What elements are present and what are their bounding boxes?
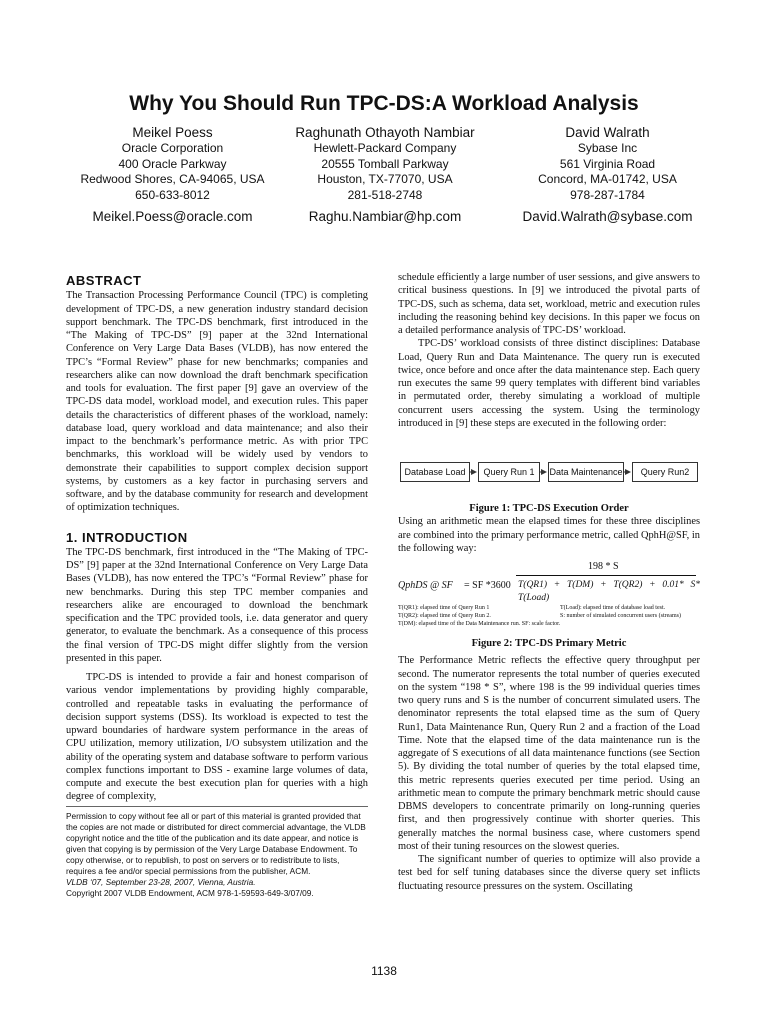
introduction-heading: 1. INTRODUCTION	[66, 529, 188, 545]
left-column	[66, 270, 368, 804]
flow-step-data-maintenance: Data Maintenance	[548, 462, 624, 482]
author-phone: 978-287-1784	[570, 187, 645, 202]
paper-title: Why You Should Run TPC-DS:A Workload Analysis	[129, 92, 639, 115]
body-paragraph: The Performance Metric reflects the effective query throughput per second. The numerator represents the total number of queries executed on the system “198 * S”, where 198 is the 99 individual queries times two query runs and S is the number of concurrent simulated users. The denominator represents the total elapsed time as the sum of Query Run1, Data Maintenance Run, Query Run 2 and a fraction of the Load Time. Note that the elapsed time of the data maintenance run is the aggregate of S executions of all data maintenance functions (see Section 5). By dividing the total number of queries by the total elapsed time, this metric represents queries executed per time period. Using an arithmetic mean to compute the primary benchmark metric should cause DBMS developers to concentrate primarily on long-running queries first, and then progressively continue with shorter queries. This generally matches the normal business case, where customers spend most of their tuning resources on the slowest queries.	[398, 655, 700, 852]
page-number: 1138	[371, 964, 397, 978]
formula-numerator: 198 * S	[588, 561, 619, 572]
legend-tqr1: T(QR1): elapsed time of Query Run 1	[398, 605, 490, 611]
conference-line: VLDB ‘07, September 23-28, 2007, Vienna, Austria.	[66, 877, 256, 887]
author-affiliation: Hewlett-Packard Company	[313, 141, 457, 155]
legend-tdm-sf: T(DM): elapsed time of the Data Maintenance run. SF: scale factor.	[398, 621, 561, 627]
author-address: 400 Oracle Parkway	[118, 156, 227, 171]
abstract-text: The Transaction Processing Performance Council (TPC) is completing development of TPC-DS, a new generation industry standard decision support benchmark. The TPC-DS benchmark, first introduced in the “The Making of TPC-DS” [9] paper at the 32nd International Conference on Very Large Data Bases (VLDB), has now entered the TPC’s “Formal Review” phase for new benchmarks; companies and researchers alike can now download the draft benchmark specification and tools for evaluation. The first paper [9] gave an overview of the TPC-DS data model, workload model, and execution rules. This paper details the characteristics of different phases of the workload, namely: database load, query workload and data maintenance; and also their impact to the benchmark’s performance metric. As with prior TPC benchmarks, this workload will be widely used by vendors to demonstrate their capabilities to support complex decision support systems, by customers as a key factor in purchasing servers and software, and by the database community for research and development of optimization techniques.	[66, 290, 368, 514]
flow-step-query-run-1: Query Run 1	[478, 462, 540, 482]
intro-paragraph-1: The TPC-DS benchmark, first introduced in the “The Making of TPC-DS” [9] paper at the 32nd International Conference on Very Large Data Bases (VLDB), has now entered the TPC’s “Formal Review” phase for new benchmarks. During this step TPC member companies and researchers alike are encouraged to download the benchmark specification and the TPC provided tools, i.e. data generator and query generator, to evaluate the benchmark. As a consequence of this process the final version of TPC-DS might differ slightly from the version presented in this paper.	[66, 546, 368, 664]
author-block-poess	[55, 124, 290, 225]
figure-2-caption: Figure 2: TPC-DS Primary Metric	[471, 638, 627, 649]
flow-step-database-load: Database Load	[400, 462, 470, 482]
abstract-heading: ABSTRACT	[66, 273, 142, 288]
body-paragraph: TPC-DS’ workload consists of three distinct disciplines: Database Load, Query Run and Data Maintenance. The query run is executed twice, once before and once after the data maintenance step. Each query run executes the same 99 query templates with different bind variables in permutated order, thereby simulating a workload of multiple concurrent users accessing the system. Using the terminology introduced in [9] these steps are executed in the following order:	[398, 338, 700, 429]
author-phone: 281-518-2748	[347, 187, 423, 202]
formula-multiplier: = SF *3600	[464, 580, 511, 591]
author-email[interactable]: Meikel.Poess@oracle.com	[92, 209, 253, 224]
permission-notice	[66, 806, 368, 899]
right-column	[398, 271, 700, 893]
legend-s: S: number of simulated concurrent users (streams)	[560, 613, 681, 619]
copyright-line: Copyright 2007 VLDB Endowment, ACM 978-1-59593-649-3/07/09.	[66, 888, 314, 898]
body-paragraph: Using an arithmetic mean the elapsed times for these three disciplines are combined into the primary performance metric, called QphH@SF, in the following way:	[398, 516, 700, 554]
author-address: 20555 Tomball Parkway	[321, 156, 449, 171]
author-phone: 650-633-8012	[135, 187, 210, 202]
legend-tqr2: T(QR2): elapsed time of Query Run 2.	[398, 613, 491, 619]
author-city: Concord, MA-01742, USA	[538, 172, 677, 186]
author-name: Raghunath Othayoth Nambiar	[295, 125, 475, 140]
permission-text: Permission to copy without fee all or part of this material is granted provided that the copies are not made or distributed for direct commercial advantage, the VLDB copyright notice and the title of the publication and its date appear, and notice is given that copying is by permission of the Very Large Database Endowment. To copy otherwise, or to republish, to post on servers or to redistribute to lists, requires a fee and/or special permissions from the publisher, ACM.	[66, 811, 366, 876]
author-name: David Walrath	[565, 125, 650, 140]
flow-step-query-run-2: Query Run2	[632, 462, 698, 482]
fraction-bar	[516, 575, 696, 576]
author-address: 561 Virginia Road	[559, 156, 656, 171]
intro-paragraph-2: TPC-DS is intended to provide a fair and honest comparison of various vendor implementations by providing highly comparable, controlled and repeatable tasks in evaluating the performance of decision support systems (DSS). Its workload is expected to test the upward boundaries of hardware system performance in the areas of CPU utilization, memory utilization, I/O subsystem utilization and the ability of the operating system and database software to perform various complex functions important to DSS - examine large volumes of data, compute and execute the best execution plan for queries with a high degree of complexity,	[66, 672, 368, 803]
author-affiliation: Sybase Inc	[577, 141, 638, 155]
author-city: Redwood Shores, CA-94065, USA	[80, 172, 265, 186]
figure-1-caption: Figure 1: TPC-DS Execution Order	[469, 503, 629, 514]
author-block-nambiar	[265, 124, 505, 225]
author-city: Houston, TX-77070, USA	[317, 172, 453, 186]
author-email[interactable]: David.Walrath@sybase.com	[522, 209, 693, 224]
formula-lhs: QphDS @ SF	[398, 580, 453, 591]
execution-order-figure	[398, 442, 700, 502]
author-email[interactable]: Raghu.Nambiar@hp.com	[308, 209, 462, 224]
body-paragraph: schedule efficiently a large number of user sessions, and give answers to critical business questions. In [9] we introduced the pivotal parts of TPC-DS, such as schema, data set, workload, metric and execution rules including the reasoning behind key decisions. In this paper we focus on a detailed performance analysis of TPC-DS’ workload.	[398, 272, 700, 336]
legend-tload: T(Load): elapsed time of database load test.	[560, 605, 666, 611]
body-paragraph: The significant number of queries to optimize will also provide a test bed for self tuning databases since the diverse query set inflicts fluctuating resource pressures on the system. Oscillating	[398, 854, 700, 892]
author-block-walrath	[490, 124, 725, 225]
primary-metric-formula	[398, 557, 700, 637]
formula-denominator: T(QR1) + T(DM) + T(QR2) + 0.01* S* T(Load)	[518, 580, 700, 604]
author-affiliation: Oracle Corporation	[121, 141, 224, 155]
author-name: Meikel Poess	[132, 125, 213, 140]
